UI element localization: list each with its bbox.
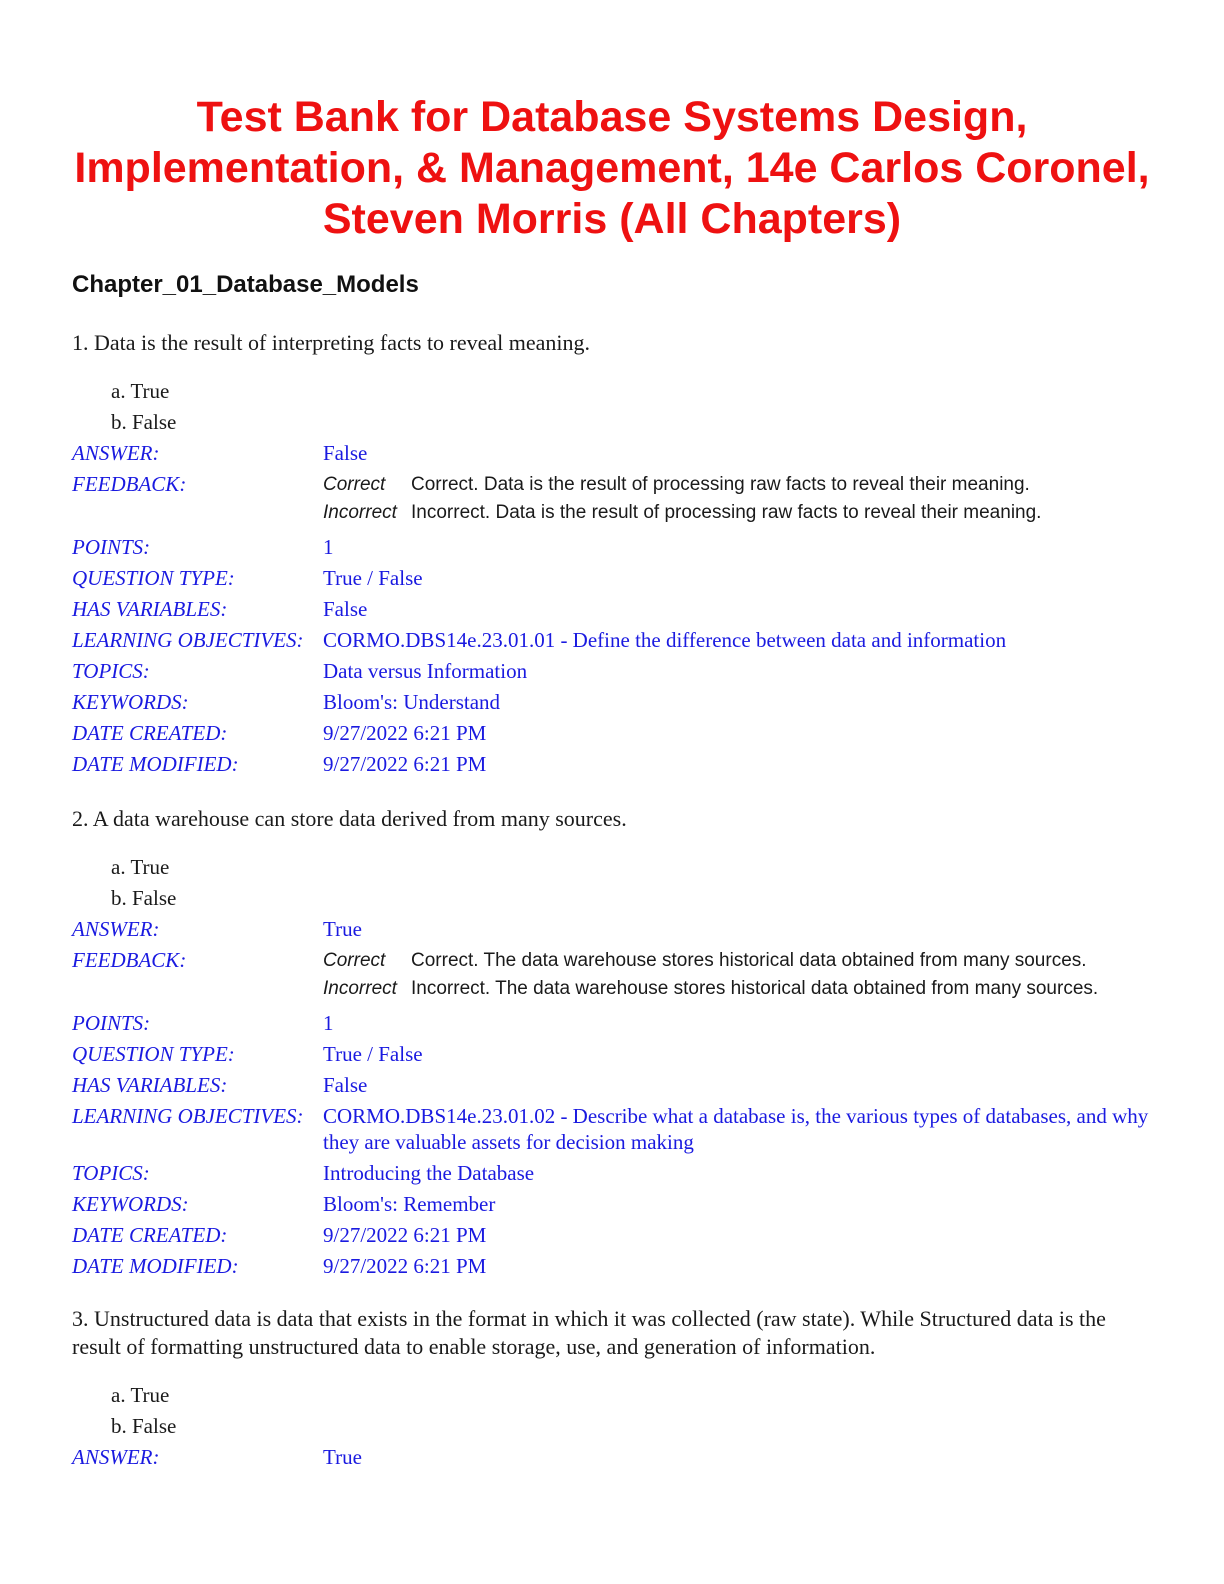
choice-b: b. False	[111, 886, 177, 910]
choice-list	[72, 376, 1152, 438]
question-type-value: True / False	[323, 1042, 423, 1066]
points-row	[72, 1008, 1152, 1039]
date-created-label: DATE CREATED:	[72, 721, 228, 745]
answer-row	[72, 914, 1152, 945]
question-type-label: QUESTION TYPE:	[72, 1042, 235, 1066]
learning-objectives-row	[72, 625, 1152, 656]
points-row	[72, 532, 1152, 563]
incorrect-tag: Incorrect	[323, 502, 397, 523]
points-label: POINTS:	[72, 535, 151, 559]
points-label: POINTS:	[72, 1011, 151, 1035]
has-variables-row	[72, 594, 1152, 625]
date-modified-label: DATE MODIFIED:	[72, 752, 239, 776]
answer-label: ANSWER:	[72, 1445, 160, 1469]
choice-b: b. False	[111, 410, 177, 434]
learning-objectives-row	[72, 1101, 1152, 1158]
points-value: 1	[323, 535, 334, 559]
topics-value: Data versus Information	[323, 659, 528, 683]
feedback-block	[323, 945, 1152, 1008]
feedback-correct-text: Correct. The data warehouse stores historical data obtained from many sources.	[411, 950, 1087, 971]
choice-a: a. True	[111, 855, 170, 879]
chapter-heading: Chapter_01_Database_Models	[72, 271, 419, 298]
has-variables-value: False	[323, 1073, 368, 1097]
feedback-label: FEEDBACK:	[72, 472, 187, 496]
choice-list	[72, 1380, 1152, 1442]
answer-value: True	[323, 1445, 362, 1469]
answer-row	[72, 438, 1152, 469]
correct-tag: Correct	[323, 950, 386, 971]
keywords-label: KEYWORDS:	[72, 1192, 189, 1216]
answer-value: True	[323, 917, 362, 941]
answer-value: False	[323, 441, 368, 465]
date-created-row	[72, 1220, 1152, 1251]
question-type-value: True / False	[323, 566, 423, 590]
question-text: 3. Unstructured data is data that exists in the format in which it was collected (raw state). While Structured data is the result of formatting unstructured data to enable storage, use, and generation of information.	[72, 1306, 1106, 1359]
keywords-value: Bloom's: Remember	[323, 1192, 496, 1216]
keywords-row	[72, 687, 1152, 718]
topics-label: TOPICS:	[72, 1161, 150, 1185]
date-modified-value: 9/27/2022 6:21 PM	[323, 1254, 487, 1278]
date-created-value: 9/27/2022 6:21 PM	[323, 721, 487, 745]
date-modified-label: DATE MODIFIED:	[72, 1254, 239, 1278]
choice-a: a. True	[111, 379, 170, 403]
feedback-correct-line	[323, 471, 1152, 499]
points-value: 1	[323, 1011, 334, 1035]
incorrect-tag: Incorrect	[323, 978, 397, 999]
feedback-row	[72, 945, 1152, 1008]
learning-objectives-value: CORMO.DBS14e.23.01.02 - Describe what a database is, the various types of databases, and why they are valuable assets for decision making	[323, 1104, 1149, 1154]
feedback-row	[72, 469, 1152, 532]
question-1	[72, 329, 1152, 780]
keywords-row	[72, 1189, 1152, 1220]
question-text: 1. Data is the result of interpreting facts to reveal meaning.	[72, 330, 591, 355]
feedback-correct-text: Correct. Data is the result of processing raw facts to reveal their meaning.	[411, 474, 1030, 495]
correct-tag: Correct	[323, 474, 386, 495]
feedback-incorrect-text: Incorrect. The data warehouse stores historical data obtained from many sources.	[411, 978, 1099, 999]
document-title: Test Bank for Database Systems Design, Implementation, & Management, 14e Carlos Coronel, Steven Morris (All Chapters)	[74, 93, 1150, 243]
date-modified-row	[72, 1251, 1152, 1282]
date-created-label: DATE CREATED:	[72, 1223, 228, 1247]
feedback-incorrect-text: Incorrect. Data is the result of processing raw facts to reveal their meaning.	[411, 502, 1042, 523]
question-2	[72, 805, 1152, 1282]
feedback-label: FEEDBACK:	[72, 948, 187, 972]
learning-objectives-label: LEARNING OBJECTIVES:	[72, 1104, 304, 1128]
has-variables-value: False	[323, 597, 368, 621]
feedback-block	[323, 469, 1152, 532]
topics-row	[72, 1158, 1152, 1189]
question-type-label: QUESTION TYPE:	[72, 566, 235, 590]
feedback-correct-line	[323, 947, 1152, 975]
topics-label: TOPICS:	[72, 659, 150, 683]
date-created-row	[72, 718, 1152, 749]
has-variables-row	[72, 1070, 1152, 1101]
answer-label: ANSWER:	[72, 441, 160, 465]
topics-row	[72, 656, 1152, 687]
has-variables-label: HAS VARIABLES:	[72, 597, 228, 621]
feedback-incorrect-line	[323, 499, 1152, 527]
question-text: 2. A data warehouse can store data derived from many sources.	[72, 806, 627, 831]
question-3	[72, 1305, 1152, 1473]
has-variables-label: HAS VARIABLES:	[72, 1073, 228, 1097]
choice-b: b. False	[111, 1414, 177, 1438]
learning-objectives-value: CORMO.DBS14e.23.01.01 - Define the difference between data and information	[323, 628, 1007, 652]
choice-list	[72, 852, 1152, 914]
date-modified-row	[72, 749, 1152, 780]
question-type-row	[72, 563, 1152, 594]
keywords-value: Bloom's: Understand	[323, 690, 501, 714]
topics-value: Introducing the Database	[323, 1161, 535, 1185]
keywords-label: KEYWORDS:	[72, 690, 189, 714]
answer-row	[72, 1442, 1152, 1473]
date-created-value: 9/27/2022 6:21 PM	[323, 1223, 487, 1247]
learning-objectives-label: LEARNING OBJECTIVES:	[72, 628, 304, 652]
feedback-incorrect-line	[323, 975, 1152, 1003]
date-modified-value: 9/27/2022 6:21 PM	[323, 752, 487, 776]
question-type-row	[72, 1039, 1152, 1070]
choice-a: a. True	[111, 1383, 170, 1407]
answer-label: ANSWER:	[72, 917, 160, 941]
